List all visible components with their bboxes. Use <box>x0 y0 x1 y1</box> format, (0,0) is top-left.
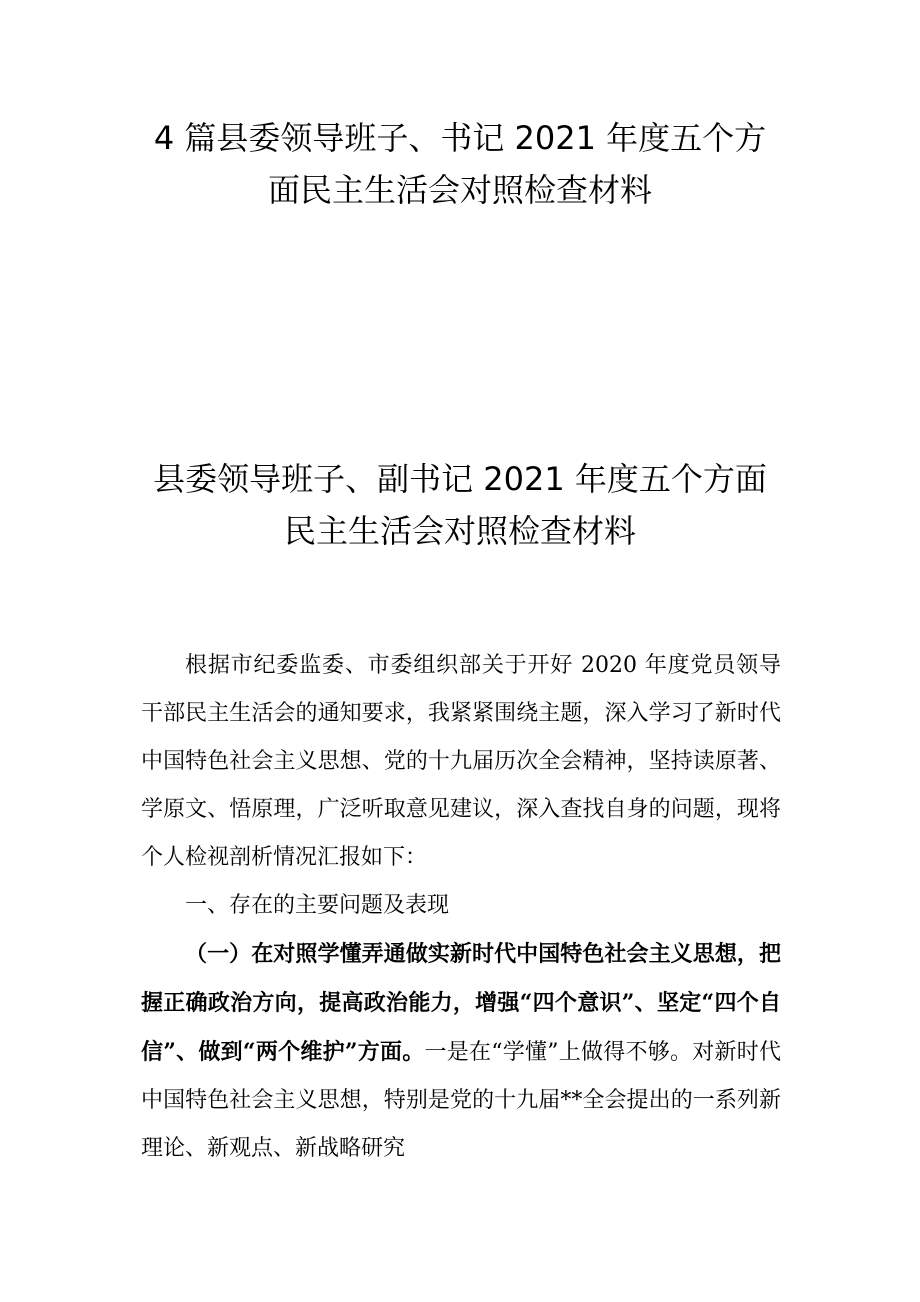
sub-title-line-2: 民主生活会对照检查材料 <box>283 512 636 550</box>
sub-title-line-1: 县委领导班子、副书记 2021 年度五个方面 <box>153 460 767 498</box>
subsection-text: 一是在“学懂”上做得不够。对新时代中国特色社会主义思想，特别是党的十九届**全会提出的一系列新理论、新观点、新战略研究 <box>141 1040 781 1161</box>
document-sub-title <box>110 453 810 557</box>
intro-paragraph: 根据市纪委监委、市委组织部关于开好 2020 年度党员领导干部民主生活会的通知要求，我紧紧围绕主题，深入学习了新时代中国特色社会主义思想、党的十九届历次全会精神，坚持读原著、学原文、悟原理，广泛听取意见建议，深入查找自身的问题，现将个人检视剖析情况汇报如下： <box>141 653 781 870</box>
subsection-paragraph <box>141 930 781 1173</box>
section-heading: 一、存在的主要问题及表现 <box>185 893 450 918</box>
main-title-line-1: 4 篇县委领导班子、书记 2021 年度五个方 <box>153 119 767 157</box>
document-body <box>141 642 781 1173</box>
subsection-bold-lead: （一）在对照学懂弄通做实新时代中国特色社会主义思想，把握正确政治方向，提高政治能力，增强“四个意识”、坚定“四个自信”、做到“两个维护”方面。 <box>141 941 781 1065</box>
main-title-line-2: 面民主生活会对照检查材料 <box>267 171 652 209</box>
document-main-title <box>110 112 810 216</box>
